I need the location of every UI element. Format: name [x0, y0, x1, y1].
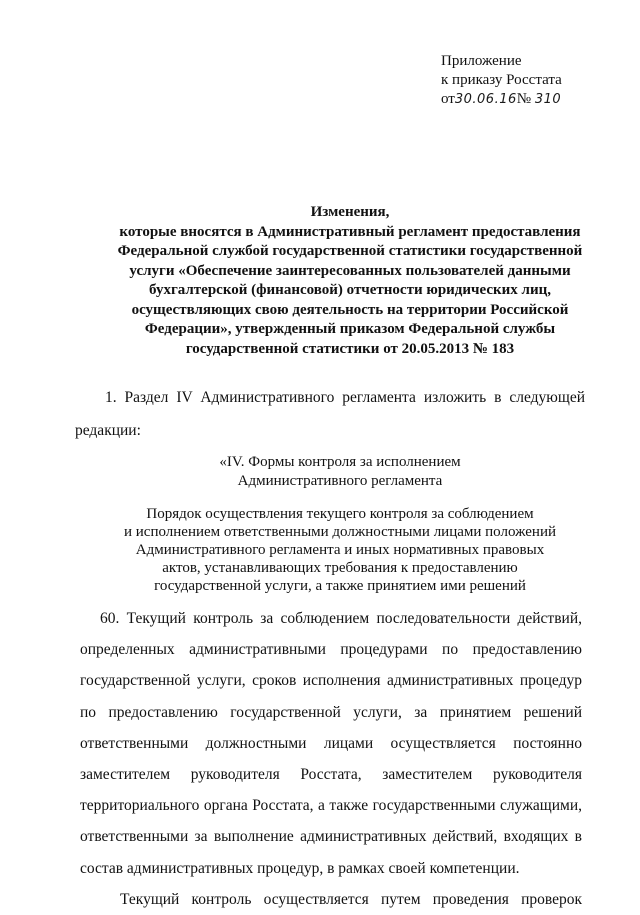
item-1-line: редакции: [75, 422, 141, 439]
paragraph-next-line: Текущий контроль осуществляется путем проведения проверок [120, 890, 582, 908]
title-line: Федеральной службой государственной статистики государственной [117, 243, 583, 259]
subsection-line: и исполнением ответственными должностными лицами положений [123, 524, 557, 540]
subsection-line: государственной услуги, а также принятием ими решений [154, 578, 526, 594]
subsection-heading [60, 505, 620, 595]
number-sign: № [516, 91, 532, 107]
item-1-line: 1. Раздел IV Административного регламента изложить в следующей [105, 389, 585, 406]
title-line: бухгалтерской (финансовой) отчетности юридических лиц, [149, 282, 551, 298]
title-line: которые вносятся в Административный регламент предоставления [119, 223, 581, 240]
document-title [60, 203, 640, 359]
subsection-line: актов, устанавливающих требования к предоставлению [162, 560, 518, 576]
title-line: осуществляющих свою деятельность на территории Российской [131, 301, 569, 318]
paragraph-line: 60. Текущий контроль за соблюдением последовательности действий, [100, 610, 582, 627]
appendix-title: Приложение [441, 53, 522, 69]
paragraph-line: государственной услуги, сроков исполнения административных процедур [80, 672, 582, 690]
paragraph-line: территориального органа Росстата, а также государственными служащими, [80, 797, 582, 815]
section-heading-line: «IV. Формы контроля за исполнением [219, 454, 461, 470]
title-line: Изменения, [310, 204, 390, 220]
appendix-order-reference: к приказу Росстата [441, 72, 562, 88]
subsection-line: Административного регламента и иных нормативных правовых [135, 542, 545, 558]
paragraph-line: по предоставлению государственной услуги, за принятием решений [80, 703, 582, 721]
paragraph-line: состав административных процедур, в рамках своей компетенции. [80, 859, 520, 877]
handwritten-number: 310 [534, 92, 562, 107]
paragraph-line: ответственными должностными лицами осуществляется постоянно [80, 734, 582, 752]
paragraph-line: определенных административными процедурами по предоставлению [80, 641, 582, 659]
section-heading [60, 453, 620, 490]
title-line: услуги «Обеспечение заинтересованных пользователей данными [129, 262, 571, 279]
title-line: государственной статистики от 20.05.2013 № 183 [185, 340, 515, 357]
appendix-header [441, 52, 562, 109]
appendix-date-line [441, 90, 562, 109]
section-heading-line: Административного регламента [237, 472, 443, 489]
title-line: Федерации», утвержденный приказом Федеральной службы [144, 321, 556, 337]
date-prefix: от [441, 91, 455, 107]
subsection-line: Порядок осуществления текущего контроля за соблюдением [146, 506, 534, 522]
handwritten-date: 30.06.16 [454, 92, 517, 107]
paragraph-line: заместителем руководителя Росстата, заместителем руководителя [80, 766, 582, 784]
item-1 [75, 381, 585, 447]
paragraph-line: ответственными за выполнение административных действий, входящих в [80, 828, 582, 846]
paragraph-60 [80, 603, 582, 915]
